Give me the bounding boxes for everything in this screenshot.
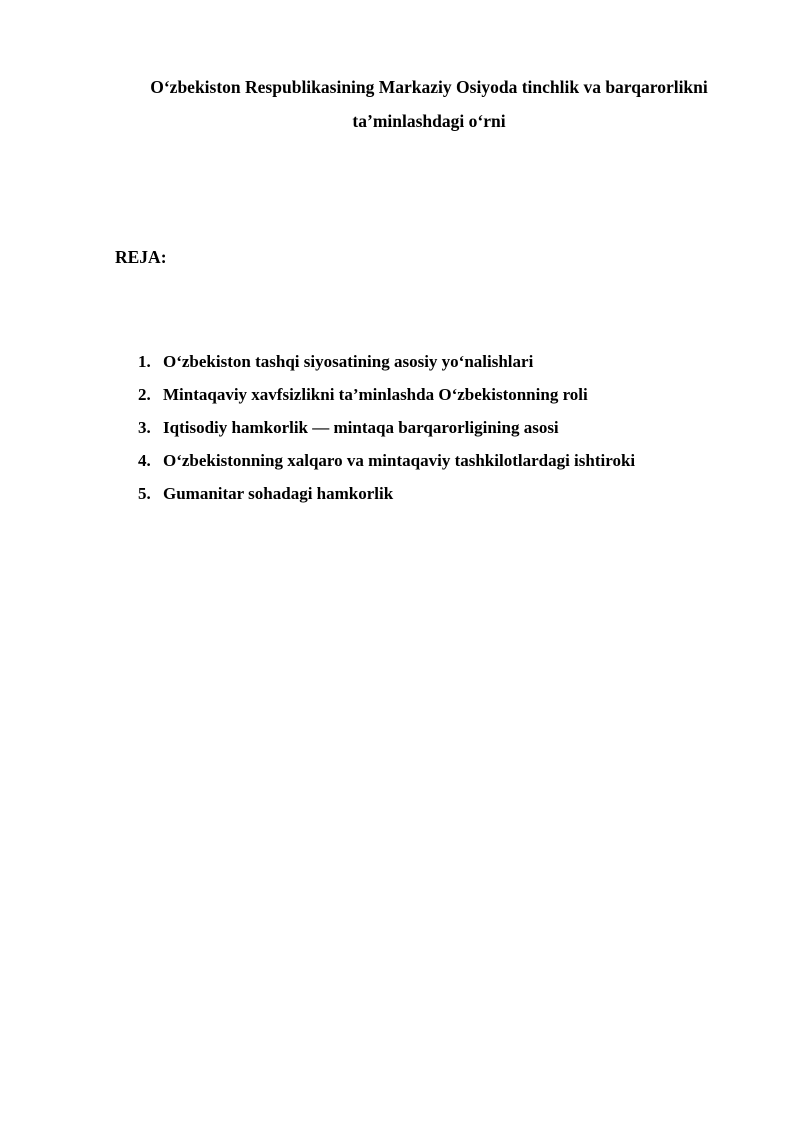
plan-item-2 bbox=[138, 378, 635, 411]
title-line-1: O‘zbekiston Respublikasining Markaziy Osiyoda tinchlik va barqarorlikni bbox=[150, 77, 708, 97]
plan-item-text: Mintaqaviy xavfsizlikni ta’minlashda O‘zbekistonning roli bbox=[163, 385, 588, 404]
plan-item-3 bbox=[138, 411, 635, 444]
plan-item-text: O‘zbekistonning xalqaro va mintaqaviy tashkilotlardagi ishtiroki bbox=[163, 451, 636, 470]
plan-item-number: 5. bbox=[138, 484, 151, 503]
plan-heading: REJA: bbox=[115, 247, 167, 267]
plan-item-text: O‘zbekiston tashqi siyosatining asosiy yo‘nalishlari bbox=[163, 352, 534, 371]
plan-item-4 bbox=[138, 444, 635, 477]
plan-item-5 bbox=[138, 477, 635, 510]
plan-item-text: Iqtisodiy hamkorlik — mintaqa barqarorligining asosi bbox=[163, 418, 559, 437]
plan-item-1 bbox=[138, 345, 635, 378]
plan-list bbox=[138, 345, 635, 510]
plan-item-text: Gumanitar sohadagi hamkorlik bbox=[163, 484, 394, 503]
document-title bbox=[100, 70, 758, 138]
plan-item-number: 4. bbox=[138, 451, 151, 470]
plan-item-number: 3. bbox=[138, 418, 151, 437]
plan-item-number: 2. bbox=[138, 385, 151, 404]
title-line-2: ta’minlashdagi o‘rni bbox=[352, 111, 506, 131]
plan-item-number: 1. bbox=[138, 352, 151, 371]
